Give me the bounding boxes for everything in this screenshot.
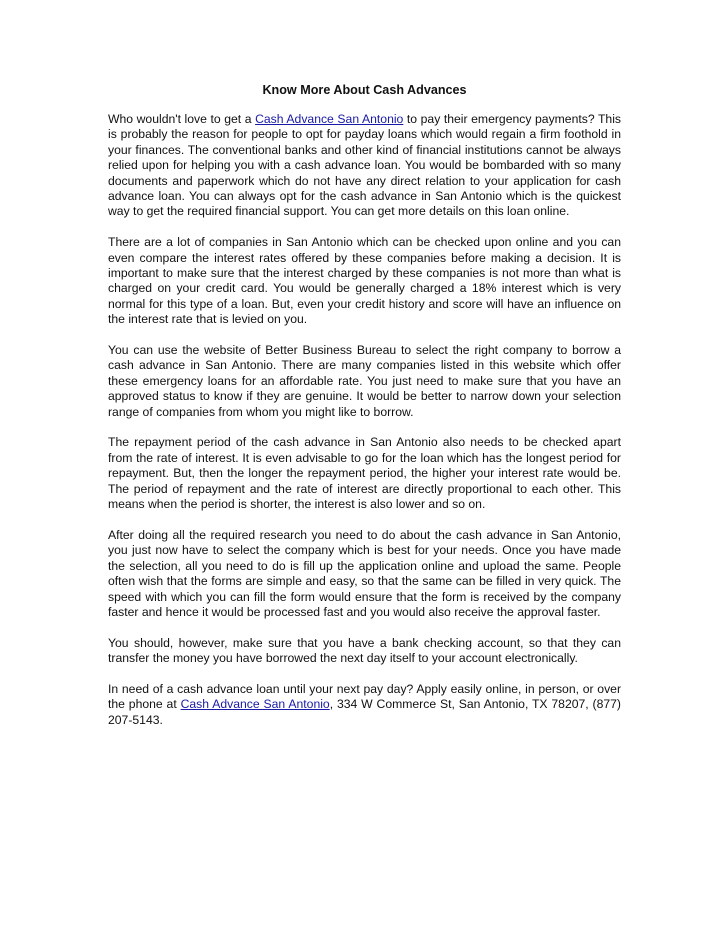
- paragraph-7-text-before: In need of a cash advance loan until your next pay day? Apply easily online, in person, or over the phone at: [108, 681, 621, 712]
- cash-advance-link-1[interactable]: Cash Advance San Antonio: [255, 112, 404, 126]
- paragraph-1: [108, 112, 621, 220]
- paragraph-2: There are a lot of companies in San Antonio which can be checked upon online and you can even compare the interest rates offered by these companies before making a decision. It is important to make sure that the interest charged by these companies is not more than what is charged on your credit card. You would be generally charged a 18% interest which is very normal for this type of a loan. But, even your credit history and score will have an influence on the interest rate that is levied on you.: [108, 235, 621, 327]
- paragraph-3: You can use the website of Better Business Bureau to select the right company to borrow a cash advance in San Antonio. There are many companies listed in this website which offer these emergency loans for an affordable rate. You just need to make sure that you have an approved status to know if they are genuine. It would be better to narrow down your selection range of companies from whom you might like to borrow.: [108, 343, 621, 419]
- paragraph-1-text-after: to pay their emergency payments? This is probably the reason for people to opt for payday loans which would regain a firm foothold in your finances. The conventional banks and other kind of financial institutions cannot be always relied upon for helping you with a cash advance loan. You would be bombarded with so many documents and paperwork which do not have any direct relation to your application for cash advance loan. You can always opt for the cash advance in San Antonio which is the quickest way to get the required financial support. You can get more details on this loan online.: [108, 112, 621, 219]
- document-title: Know More About Cash Advances: [262, 83, 467, 97]
- paragraph-6: You should, however, make sure that you have a bank checking account, so that they can transfer the money you have borrowed the next day itself to your account electronically.: [108, 635, 621, 666]
- paragraph-4: The repayment period of the cash advance in San Antonio also needs to be checked apart from the rate of interest. It is even advisable to go for the loan which has the longest period for repayment. But, then the longer the repayment period, the higher your interest rate would be. The period of repayment and the rate of interest are directly proportional to each other. This means when the period is shorter, the interest is also lower and so on.: [108, 435, 621, 512]
- paragraph-7: [108, 682, 621, 728]
- paragraph-7-text-after: , 334 W Commerce St, San Antonio, TX 78207, (877) 207-5143.: [108, 697, 621, 727]
- paragraph-1-text-before: Who wouldn't love to get a: [108, 112, 256, 126]
- paragraph-5: After doing all the required research you need to do about the cash advance in San Antonio, you just now have to select the company which is best for your needs. Once you have made the selection, all you need to do is fill up the application online and upload the same. People often wish that the forms are simple and easy, so that the same can be filled in very quick. The speed with which you can fill the form would ensure that the form is received by the company faster and hence it would be processed fast and you would also receive the approval faster.: [108, 527, 621, 619]
- cash-advance-link-2[interactable]: Cash Advance San Antonio: [180, 697, 330, 712]
- document-page: [108, 82, 621, 744]
